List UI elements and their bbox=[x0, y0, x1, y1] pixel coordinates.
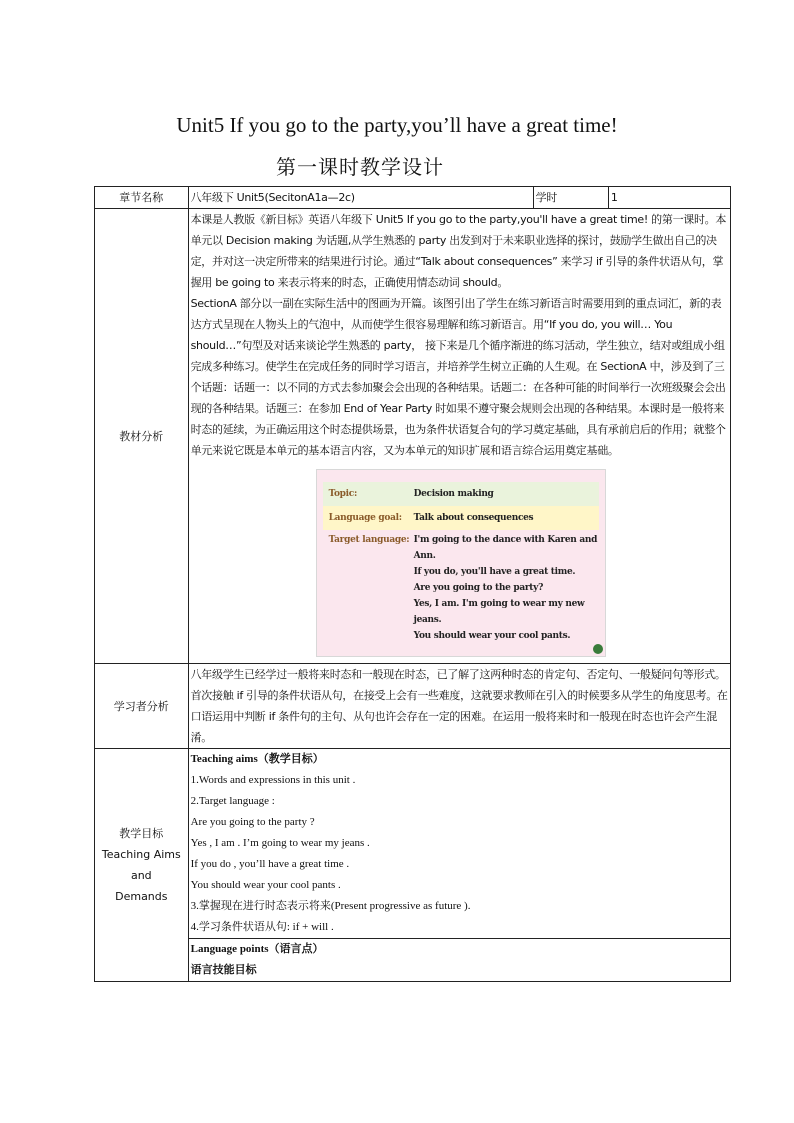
lesson-plan-table bbox=[94, 186, 731, 982]
material-paragraph-2: SectionA 部分以一副在实际生活中的图画为开篇。该图引出了学生在练习新语言时需要用到的重点词汇，新的表达方式呈现在人物头上的气泡中，从而使学生很容易理解和练习新语言。用“If you do, you will… You should…”句型及对话来谈论学生熟悉的 party， 接下来是几个循序渐进的练习活动，学生独立，结对或组成小组完成多种练习。使学生在完成任务的同时学习语言，并培养学生树立正确的人生观。在 SectionA 中，涉及到了三个话题：话题一：以不同的方式去参加聚会会出现的各种结果。话题二：在各种可能的时间举行一次班级聚会会出现的各种结果。话题三：在参加 End of Year Party 时如果不遵守聚会规则会出现的各种结果。本课时是一般将来时态的延续，为正确运用这个时态提供场景，也为条件状语复合句的学习奠定基础，具有承前启后的作用；就整个单元来说它既是本单元的基本语言内容，又为本单元的知识扩展和语言综合运用奠定基础。 bbox=[190, 297, 726, 457]
aims-line: You should wear your cool pants . bbox=[190, 879, 341, 891]
learner-row bbox=[95, 664, 731, 749]
hours-value: 1 bbox=[608, 187, 730, 209]
material-label: 教材分析 bbox=[95, 209, 189, 664]
material-paragraph-1: 本课是人教版《新目标》英语八年级下 Unit5 If you go to the party,you'll have a great time! 的第一课时。本单元以 Decision making 为话题,从学生熟悉的 party 出发到对于未来职业选择的探讨，鼓励学生做出自己的决定，并对这一决定所带来的结果进行讨论。通过“Talk about consequences” 来学习 if 引导的条件状语从句，掌握用 be going to 来表示将来的时态，正确使用情态动词 should。 bbox=[190, 213, 727, 289]
figure-goal-key: Language goal: bbox=[328, 513, 402, 523]
aims-line: If you do , you’ll have a great time . bbox=[190, 858, 350, 870]
aims-line: 3.掌握现在进行时态表示将来(Present progressive as future ). bbox=[190, 900, 471, 912]
chapter-label: 章节名称 bbox=[95, 187, 189, 209]
language-points-heading: Language points（语言点） bbox=[190, 943, 324, 955]
material-content bbox=[188, 209, 730, 664]
figure-line: Are you going to the party? bbox=[413, 583, 544, 593]
aims-heading: Teaching aims（教学目标） bbox=[190, 753, 324, 765]
aims-line: 4.学习条件状语从句: if + will . bbox=[190, 921, 334, 933]
aims-label bbox=[95, 749, 189, 982]
aims-line: 2.Target language : bbox=[190, 795, 275, 807]
document-title: Unit5 If you go to the party,you’ll have a great time! bbox=[176, 113, 618, 137]
figure-topic-key: Topic: bbox=[328, 489, 357, 499]
figure-target-lines bbox=[414, 532, 599, 644]
figure-line: If you do, you'll have a great time. bbox=[413, 567, 576, 577]
header-row bbox=[95, 187, 731, 209]
chapter-value: 八年级下 Unit5(SecitonA1a—2c) bbox=[188, 187, 533, 209]
figure-line: You should wear your cool pants. bbox=[413, 631, 571, 641]
aims-label-en-2: Demands bbox=[115, 890, 168, 903]
aims-label-en-1: Teaching Aims and bbox=[101, 848, 181, 882]
figure-target-key: Target language: bbox=[328, 535, 410, 545]
figure-topic-value: Decision making bbox=[413, 489, 494, 499]
learner-label: 学习者分析 bbox=[95, 664, 189, 749]
learner-content: 八年级学生已经学过一般将来时态和一般现在时态，已了解了这两种时态的肯定句、否定句、一般疑问句等形式。首次接触 if 引导的条件状语从句，在接受上会有一些难度，这就要求教师在引入的时候要多从学生的角度思考。在口语运用中判断 if 条件句的主句、从句也许会存在一定的困难。在运用一般将来时和一般现在时态也许会产生混淆。 bbox=[188, 664, 730, 749]
figure-line: I'm going to the dance with Karen and Ann. bbox=[413, 535, 598, 561]
material-row bbox=[95, 209, 731, 664]
language-points-row bbox=[95, 939, 731, 982]
language-points-content bbox=[188, 939, 730, 982]
aims-content bbox=[188, 749, 730, 939]
aims-row bbox=[95, 749, 731, 939]
aims-line: Are you going to the party ? bbox=[190, 816, 315, 828]
hours-label: 学时 bbox=[533, 187, 608, 209]
figure-line: Yes, I am. I'm going to wear my new jeans. bbox=[413, 599, 585, 625]
language-goal-figure bbox=[316, 469, 606, 657]
figure-goal-value: Talk about consequences bbox=[413, 513, 534, 523]
aims-line: 1.Words and expressions in this unit . bbox=[190, 774, 356, 786]
language-skills-heading: 语言技能目标 bbox=[190, 964, 257, 976]
aims-label-cn: 教学目标 bbox=[119, 827, 164, 840]
document-subtitle: 第一课时教学设计 bbox=[276, 155, 444, 179]
aims-line: Yes , I am . I’m going to wear my jeans . bbox=[190, 837, 370, 849]
figure-corner-dot-icon bbox=[593, 644, 603, 654]
